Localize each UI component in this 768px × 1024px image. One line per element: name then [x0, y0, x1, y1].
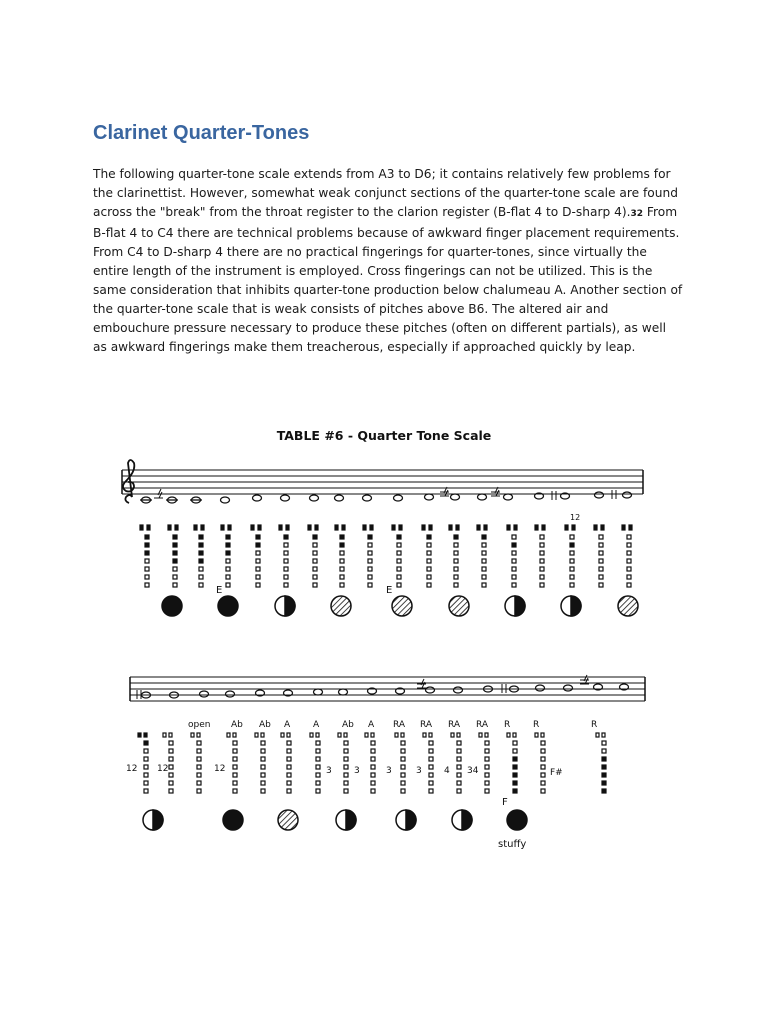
fingering-diagrams-row-2	[138, 733, 606, 793]
label-e-1: E	[216, 585, 223, 596]
label-e-2: E	[386, 585, 393, 596]
staff-row-2	[130, 677, 645, 701]
register-keys-row-2	[143, 810, 527, 830]
label-ab-1: Ab	[231, 720, 243, 730]
notes-row-1	[140, 487, 632, 503]
staff-row-1	[122, 470, 643, 494]
page-title: Clarinet Quarter-Tones	[93, 122, 310, 144]
label-ab-2: Ab	[259, 720, 271, 730]
label-4: 4	[444, 766, 450, 776]
label-12-3: 12	[214, 764, 226, 774]
label-ra-3: RA	[448, 720, 461, 730]
label-r-2: R	[533, 720, 540, 730]
label-ab-3: Ab	[342, 720, 354, 730]
label-3-3: 3	[386, 766, 392, 776]
label-12-1: 12	[126, 764, 138, 774]
label-ra-2: RA	[420, 720, 433, 730]
label-a-3: A	[368, 720, 375, 730]
svg-text:12: 12	[570, 513, 581, 522]
stuffy-note: stuffy	[498, 839, 527, 850]
label-open: open	[188, 720, 211, 730]
label-r-3: R	[591, 720, 598, 730]
fingering-diagrams-row-1	[140, 525, 632, 587]
fingering-chart-figure	[110, 455, 660, 855]
label-ra-1: RA	[393, 720, 406, 730]
body-paragraph	[93, 165, 683, 357]
fingering-labels-row-2-top	[188, 720, 597, 730]
label-34: 34	[467, 766, 479, 776]
label-f-sharp: F#	[550, 768, 563, 778]
paragraph-text-part2: From B-flat 4 to C4 there are technical problems because of awkward finger placement requirements. From C4 to D-sharp 4 there are no practical fingerings for quarter-tones, since virtually the entire length of the instrument is employed. Cross fingerings can not be utilized. This is the same consideration that inhibits quarter-tone production below chalumeau A. Another section of the quarter-tone scale that is weak consists of pitches above B6. The altered air and embouchure pressure necessary to produce these pitches (often on different partials), as well as awkward fingerings make them treacherous, especially if approached quickly by leap.	[93, 205, 683, 354]
label-3-1: 3	[326, 766, 332, 776]
label-12-2: 12	[157, 764, 169, 774]
label-a-2: A	[313, 720, 320, 730]
table-caption: TABLE #6 - Quarter Tone Scale	[276, 428, 492, 443]
paragraph-text-part1: The following quarter-tone scale extends from A3 to D6; it contains relatively few problems for the clarinettist. However, somewhat weak conjunct sections of the quarter-tone scale are found across the "break" from the throat register to the clarion register (B-flat 4 to D-sharp 4).	[93, 167, 678, 219]
register-keys-row-1	[162, 596, 638, 616]
label-3-2: 3	[354, 766, 360, 776]
label-r-1: R	[504, 720, 511, 730]
label-a-1: A	[284, 720, 291, 730]
fingering-labels-row-2-side	[126, 764, 563, 808]
footnote-reference: 32	[630, 209, 643, 219]
label-3-4: 3	[416, 766, 422, 776]
label-ra-4: RA	[476, 720, 489, 730]
label-f: F	[502, 797, 508, 808]
